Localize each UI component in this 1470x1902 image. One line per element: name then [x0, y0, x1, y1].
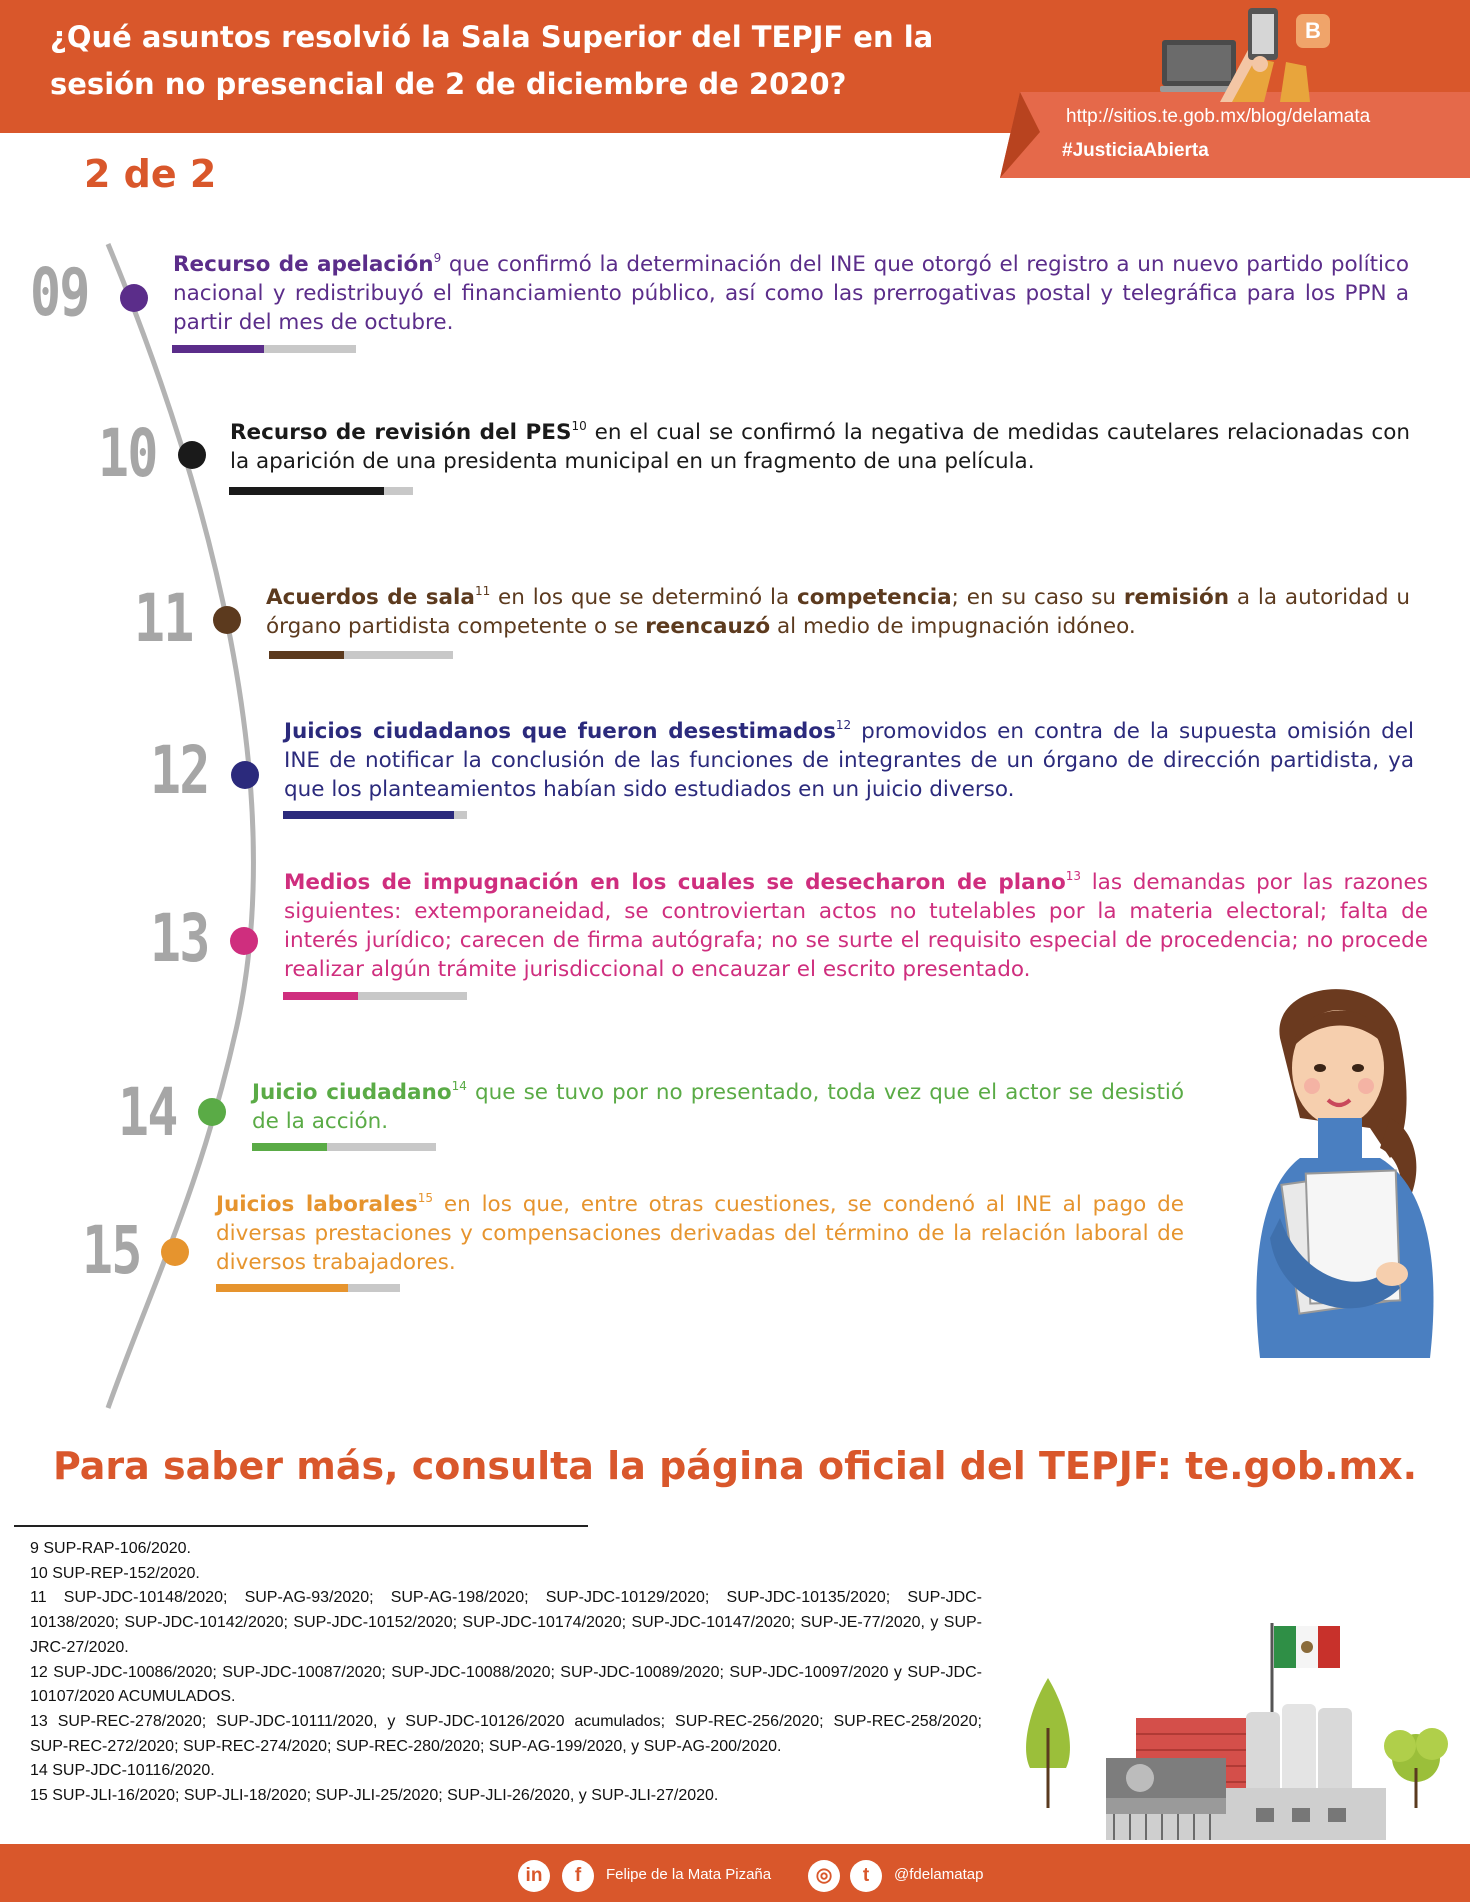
entry-09-number: 09 [30, 254, 89, 331]
entry-11-bold-remision: remisión [1123, 585, 1230, 610]
footnote-12: 12 SUP-JDC-10086/2020; SUP-JDC-10087/2020; SUP-JDC-10088/2020; SUP-JDC-10089/2020; SUP-JDC-10097/2020 y SUP-JDC-10107/2020 ACUMULADOS. [30, 1663, 982, 1706]
entry-12-text [284, 717, 1414, 804]
entry-13-text [284, 868, 1428, 984]
entry-14-footnote-ref: 14 [451, 1079, 467, 1093]
entry-09-footnote-ref: 9 [433, 251, 442, 265]
entry-15-dot [161, 1238, 189, 1266]
footnote-15: 15 SUP-JLI-16/2020; SUP-JLI-18/2020; SUP-JLI-25/2020; SUP-JLI-26/2020, y SUP-JLI-27/2020. [30, 1787, 719, 1805]
entry-10-title: Recurso de revisión del PES [230, 420, 572, 445]
tepjf-building-illustration [1010, 1608, 1460, 1840]
entry-11-body-part: a la autoridad u órgano partidista competente o se [266, 585, 1411, 639]
entry-10-dot [178, 441, 206, 469]
entry-11-bold-competencia: competencia [796, 585, 952, 610]
entry-13-footnote-ref: 13 [1065, 869, 1081, 883]
blog-url-link[interactable]: http://sitios.te.gob.mx/blog/delamata [1066, 106, 1371, 127]
entry-13-number: 13 [150, 900, 209, 977]
footer-handle[interactable]: @fdelamatap [894, 1866, 984, 1883]
entry-11-number: 11 [134, 580, 193, 657]
entry-11-text [266, 583, 1410, 641]
entry-10-body: en el cual se confirmó la negativa de medidas cautelares relacionadas con la aparición de una presidenta municipal en un fragmento de una película. [230, 420, 1411, 474]
entry-10-footnote-ref: 10 [571, 419, 587, 433]
footnote-10: 10 SUP-REP-152/2020. [30, 1564, 200, 1582]
footer-author-name: Felipe de la Mata Pizaña [606, 1866, 772, 1883]
entry-11-dot [213, 606, 241, 634]
entry-09-dot [120, 284, 148, 312]
entry-11-footnote-ref: 11 [474, 584, 491, 598]
entry-10-progress [229, 487, 413, 495]
entry-13-body: las demandas por las razones siguientes: extemporaneidad, se controviertan actos no tutelables por la materia electoral; falta de interés jurídico; carecen de firma autógrafa; no se surte el requisito especial de procedencia; no procede realizar algún trámite jurisdiccional o encauzar el escrito presentado. [284, 870, 1428, 982]
entry-12-number: 12 [150, 732, 209, 809]
entry-09-body: que confirmó la determinación del INE que otorgó el registro a un nuevo partido político nacional y redistribuyó el financiamiento público, así como las prerrogativas postal y telegráfica para los PPN a partir del mes de octubre. [173, 252, 1409, 335]
entry-14-body: que se tuvo por no presentado, toda vez que el actor se desistió de la acción. [252, 1080, 1185, 1134]
footnote-14: 14 SUP-JDC-10116/2020. [30, 1762, 215, 1780]
entry-11-progress [269, 651, 453, 659]
blogger-icon[interactable]: B [1296, 14, 1330, 48]
twitter-icon[interactable]: t [850, 1860, 882, 1892]
entry-13-title: Medios de impugnación en los cuales se desecharon de plano [284, 870, 1066, 895]
entry-14-progress [252, 1143, 436, 1151]
call-to-action: Para saber más, consulta la página oficial del TEPJF: te.gob.mx. [52, 1444, 1418, 1488]
entry-12-progress [283, 811, 467, 819]
footnote-11: 11 SUP-JDC-10148/2020; SUP-AG-93/2020; SUP-AG-198/2020; SUP-JDC-10129/2020; SUP-JDC-10135/2020; SUP-JDC-10138/2020; SUP-JDC-10142/2020; SUP-JDC-10152/2020; SUP-JDC-10174/2020; SUP-JDC-10147/2020; SUP-JE-77/2020, y SUP-JRC-27/2020. [30, 1589, 982, 1656]
entry-11-bold-reencauzo: reencauzó [645, 614, 771, 639]
woman-illustration [1240, 968, 1450, 1358]
hashtag-label: #JusticiaAbierta [1062, 140, 1209, 161]
entry-09-title: Recurso de apelación [173, 252, 434, 277]
entry-14-dot [198, 1098, 226, 1126]
entry-15-progress [216, 1284, 400, 1292]
entry-15-title: Juicios laborales [216, 1192, 418, 1217]
entry-12-title: Juicios ciudadanos que fueron desestimados [284, 719, 836, 744]
entry-12-footnote-ref: 12 [835, 718, 852, 732]
entry-15-body: en los que, entre otras cuestiones, se condenó al INE al pago de diversas prestaciones y compensaciones derivadas del término de la relación laboral de diversos trabajadores. [216, 1192, 1184, 1275]
entry-11-title: Acuerdos de sala [266, 585, 475, 610]
entry-15-footnote-ref: 15 [417, 1191, 434, 1205]
linkedin-icon[interactable]: in [518, 1860, 550, 1892]
entry-14-number: 14 [118, 1074, 177, 1151]
entry-13-progress [283, 992, 467, 1000]
page-part-indicator: 2 de 2 [84, 152, 217, 196]
page-title: ¿Qué asuntos resolvió la Sala Superior del TEPJF en la sesión no presencial de 2 de diciembre de 2020? [50, 20, 934, 101]
entry-12-body: promovidos en contra de la supuesta omisión del INE de notificar la conclusión de las funciones de integrantes de un órgano de dirección partidista, ya que los planteamientos habían sido estudiados en un juicio diverso. [284, 719, 1414, 802]
facebook-icon[interactable]: f [562, 1860, 594, 1892]
footnotes-divider [14, 1525, 588, 1527]
footnote-9: 9 SUP-RAP-106/2020. [30, 1540, 191, 1557]
entry-11-body-part: ; en su caso su [951, 585, 1124, 610]
entry-15-text [216, 1190, 1184, 1277]
entry-09-text [173, 250, 1409, 337]
footnotes [30, 1537, 982, 1809]
footnote-13: 13 SUP-REC-278/2020; SUP-JDC-10111/2020, y SUP-JDC-10126/2020 acumulados; SUP-REC-256/2020; SUP-REC-258/2020; SUP-REC-272/2020; SUP-REC-274/2020; SUP-REC-280/2020; SUP-AG-199/2020, y SUP-AG-200/2020. [30, 1712, 982, 1755]
entry-14-title: Juicio ciudadano [252, 1080, 452, 1105]
entry-11-body-part: al medio de impugnación idóneo. [770, 614, 1136, 639]
entry-13-dot [230, 927, 258, 955]
instagram-icon[interactable]: ◎ [808, 1860, 840, 1892]
entry-10-text [230, 418, 1410, 476]
entry-10-number: 10 [98, 415, 157, 492]
header-link-band [1000, 92, 1470, 178]
entry-11-body-part: en los que se determinó la [490, 585, 797, 610]
entry-09-progress [172, 345, 356, 353]
entry-14-text [252, 1078, 1184, 1136]
entry-12-dot [231, 761, 259, 789]
entry-15-number: 15 [82, 1212, 141, 1289]
